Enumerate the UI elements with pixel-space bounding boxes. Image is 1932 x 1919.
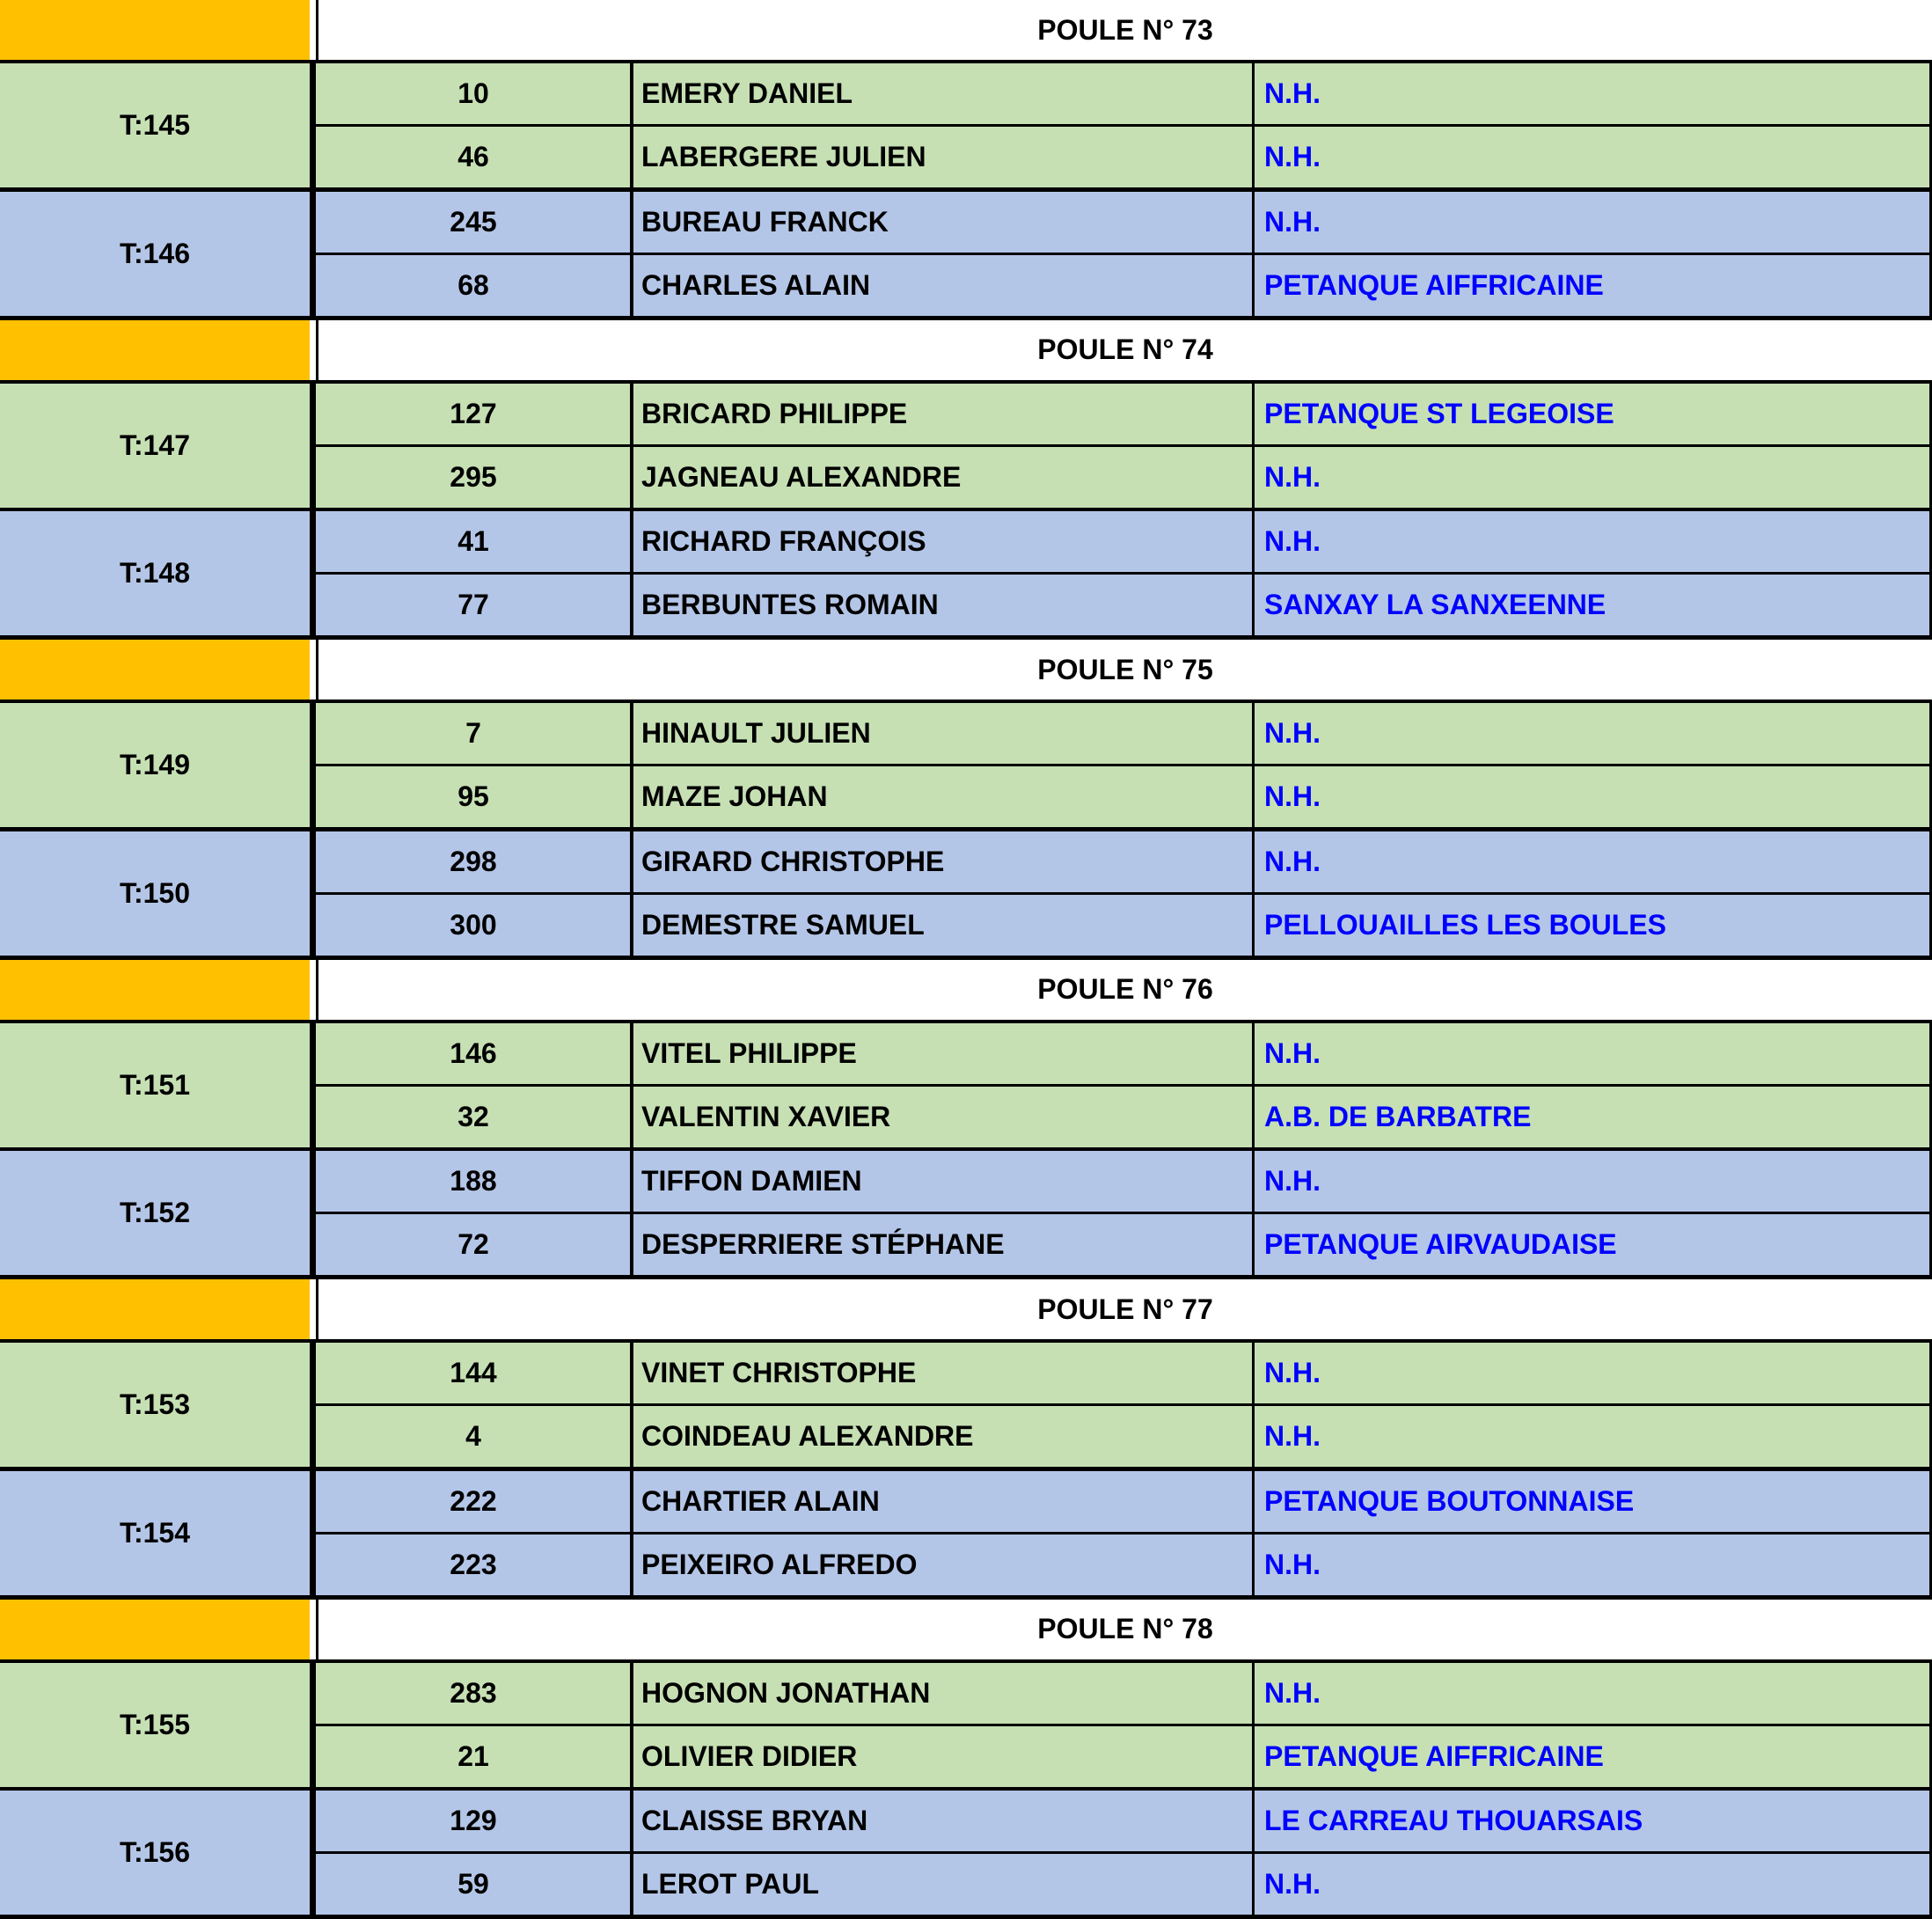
- team-block: [0, 1151, 1932, 1279]
- poule-header: [0, 640, 1932, 703]
- player-name: CLAISSE BRYAN: [641, 1791, 1252, 1851]
- player-name: VITEL PHILIPPE: [641, 1023, 1252, 1084]
- poule-block: [0, 1600, 1932, 1919]
- player-name: DEMESTRE SAMUEL: [641, 895, 1252, 956]
- player-name: JAGNEAU ALEXANDRE: [641, 447, 1252, 508]
- player-club: PETANQUE AIFFRICAINE: [1264, 1726, 1929, 1787]
- team-block: [0, 63, 1932, 192]
- team-label: T:150: [0, 831, 310, 956]
- team-label: T:153: [0, 1343, 310, 1467]
- player-number: 146: [317, 1023, 630, 1084]
- player-name: CHARTIER ALAIN: [641, 1471, 1252, 1532]
- team-label: T:154: [0, 1471, 310, 1595]
- player-club: PETANQUE BOUTONNAISE: [1264, 1471, 1929, 1532]
- player-number: 223: [317, 1534, 630, 1595]
- player-name: BRICARD PHILIPPE: [641, 384, 1252, 444]
- player-number: 129: [317, 1791, 630, 1851]
- player-club: N.H.: [1264, 1151, 1929, 1212]
- poule-block: [0, 1279, 1932, 1600]
- player-name: BUREAU FRANCK: [641, 192, 1252, 253]
- player-name: BERBUNTES ROMAIN: [641, 575, 1252, 635]
- player-club: PETANQUE AIRVAUDAISE: [1264, 1214, 1929, 1275]
- player-name: PEIXEIRO ALFREDO: [641, 1534, 1252, 1595]
- player-name: HOGNON JONATHAN: [641, 1663, 1252, 1724]
- player-number: 68: [317, 255, 630, 316]
- player-number: 21: [317, 1726, 630, 1787]
- team-block: [0, 1343, 1932, 1471]
- poule-header-marker: [0, 320, 310, 380]
- player-number: 72: [317, 1214, 630, 1275]
- player-club: N.H.: [1264, 1343, 1929, 1403]
- player-number: 32: [317, 1087, 630, 1147]
- player-name: HINAULT JULIEN: [641, 703, 1252, 764]
- poule-header: [0, 1600, 1932, 1663]
- player-name: MAZE JOHAN: [641, 766, 1252, 827]
- poule-header: [0, 0, 1932, 63]
- player-club: N.H.: [1264, 1534, 1929, 1595]
- team-block: [0, 1023, 1932, 1152]
- team-block: [0, 511, 1932, 640]
- team-block: [0, 1663, 1932, 1791]
- player-name: EMERY DANIEL: [641, 63, 1252, 124]
- player-name: COINDEAU ALEXANDRE: [641, 1406, 1252, 1467]
- player-number: 144: [317, 1343, 630, 1403]
- player-number: 188: [317, 1151, 630, 1212]
- player-number: 7: [317, 703, 630, 764]
- player-name: TIFFON DAMIEN: [641, 1151, 1252, 1212]
- team-label: T:149: [0, 703, 310, 827]
- team-label: T:155: [0, 1663, 310, 1787]
- player-name: DESPERRIERE STÉPHANE: [641, 1214, 1252, 1275]
- player-club: N.H.: [1264, 1406, 1929, 1467]
- divider: [0, 1915, 1932, 1919]
- player-club: PETANQUE AIFFRICAINE: [1264, 255, 1929, 316]
- player-club: SANXAY LA SANXEENNE: [1264, 575, 1929, 635]
- player-club: N.H.: [1264, 1854, 1929, 1915]
- team-label: T:156: [0, 1791, 310, 1915]
- player-number: 59: [317, 1854, 630, 1915]
- poule-header-marker: [0, 640, 310, 699]
- team-block: [0, 703, 1932, 831]
- player-number: 222: [317, 1471, 630, 1532]
- player-club: N.H.: [1264, 703, 1929, 764]
- poule-title: POULE N° 75: [316, 640, 1932, 699]
- player-name: OLIVIER DIDIER: [641, 1726, 1252, 1787]
- player-club: N.H.: [1264, 1663, 1929, 1724]
- player-club: N.H.: [1264, 766, 1929, 827]
- poule-header: [0, 320, 1932, 384]
- team-label: T:151: [0, 1023, 310, 1147]
- poule-title: POULE N° 77: [316, 1279, 1932, 1339]
- player-name: CHARLES ALAIN: [641, 255, 1252, 316]
- team-label: T:146: [0, 192, 310, 316]
- poule-header-marker: [0, 1600, 310, 1659]
- player-club: N.H.: [1264, 511, 1929, 572]
- player-club: N.H.: [1264, 192, 1929, 253]
- poule-header-marker: [0, 1279, 310, 1339]
- team-label: T:147: [0, 384, 310, 508]
- team-label: T:145: [0, 63, 310, 187]
- player-name: VALENTIN XAVIER: [641, 1087, 1252, 1147]
- player-club: N.H.: [1264, 127, 1929, 187]
- player-club: PETANQUE ST LEGEOISE: [1264, 384, 1929, 444]
- player-number: 295: [317, 447, 630, 508]
- player-number: 283: [317, 1663, 630, 1724]
- team-block: [0, 831, 1932, 960]
- team-block: [0, 1471, 1932, 1600]
- poule-title: POULE N° 73: [316, 0, 1932, 60]
- poule-block: [0, 640, 1932, 960]
- player-name: LABERGERE JULIEN: [641, 127, 1252, 187]
- poule-header: [0, 960, 1932, 1023]
- poule-title: POULE N° 76: [316, 960, 1932, 1020]
- player-number: 77: [317, 575, 630, 635]
- team-label: T:148: [0, 511, 310, 635]
- player-club: LE CARREAU THOUARSAIS: [1264, 1791, 1929, 1851]
- player-club: N.H.: [1264, 447, 1929, 508]
- poule-block: [0, 320, 1932, 641]
- player-number: 127: [317, 384, 630, 444]
- player-name: GIRARD CHRISTOPHE: [641, 831, 1252, 892]
- poule-title: POULE N° 74: [316, 320, 1932, 380]
- team-block: [0, 384, 1932, 512]
- player-club: N.H.: [1264, 1023, 1929, 1084]
- player-club: A.B. DE BARBATRE: [1264, 1087, 1929, 1147]
- player-number: 300: [317, 895, 630, 956]
- player-number: 10: [317, 63, 630, 124]
- poule-title: POULE N° 78: [316, 1600, 1932, 1659]
- player-club: N.H.: [1264, 63, 1929, 124]
- team-block: [0, 1791, 1932, 1919]
- player-number: 95: [317, 766, 630, 827]
- player-name: RICHARD FRANÇOIS: [641, 511, 1252, 572]
- poule-header-marker: [0, 960, 310, 1020]
- player-name: LEROT PAUL: [641, 1854, 1252, 1915]
- player-number: 4: [317, 1406, 630, 1467]
- player-club: PELLOUAILLES LES BOULES: [1264, 895, 1929, 956]
- poule-header-marker: [0, 0, 310, 60]
- player-name: VINET CHRISTOPHE: [641, 1343, 1252, 1403]
- player-number: 41: [317, 511, 630, 572]
- player-number: 298: [317, 831, 630, 892]
- player-number: 245: [317, 192, 630, 253]
- poule-block: [0, 960, 1932, 1280]
- player-number: 46: [317, 127, 630, 187]
- player-club: N.H.: [1264, 831, 1929, 892]
- team-label: T:152: [0, 1151, 310, 1275]
- poule-block: [0, 0, 1932, 320]
- team-block: [0, 192, 1932, 320]
- poule-header: [0, 1279, 1932, 1343]
